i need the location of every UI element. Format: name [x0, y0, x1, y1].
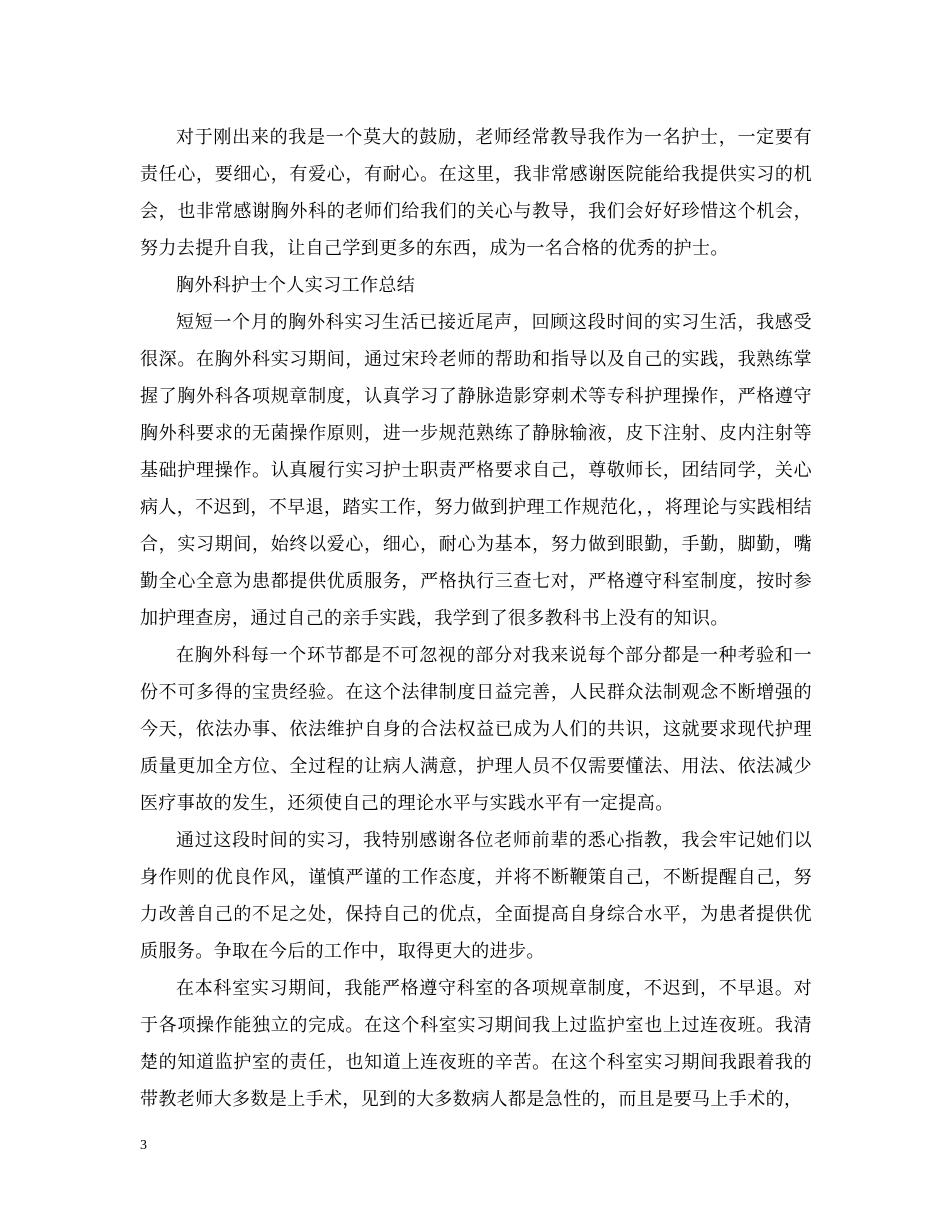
section-title: 胸外科护士个人实习工作总结 — [176, 275, 416, 296]
page-number: 3 — [140, 1138, 147, 1153]
paragraph-encouragement: 对于刚出来的我是一个莫大的鼓励，老师经常教导我作为一名护士，一定要有责任心，要细心，有爱心，有耐心。在这里，我非常感谢医院能给我提供实习的机会，也非常感谢胸外科的老师们给我们的关心与教导，我们会好好珍惜这个机会，努力去提升自我，让自己学到更多的东西，成为一名合格的优秀的护士。 — [140, 127, 812, 259]
paragraph-experience: 在胸外科每一个环节都是不可忽视的部分对我来说每个部分都是一种考验和一份不可多得的宝贵经验。在这个法律制度日益完善，人民群众法制观念不断增强的今天，依法办事、依法维护自身的合法权益已成为人们的共识，这就要求现代护理质量更加全方位、全过程的让病人满意，护理人员不仅需要懂法、用法、依法减少医疗事故的发生，还须使自己的理论水平与实践水平有一定提高。 — [140, 645, 812, 814]
paragraph-gratitude: 通过这段时间的实习，我特别感谢各位老师前辈的悉心指教，我会牢记她们以身作则的优良作风，谨慎严谨的工作态度，并将不断鞭策自己，不断提醒自己，努力改善自己的不足之处，保持自己的优点，全面提高自身综合水平，为患者提供优质服务。争取在今后的工作中，取得更大的进步。 — [140, 830, 812, 962]
paragraph-internship-summary: 短短一个月的胸外科实习生活已接近尾声，回顾这段时间的实习生活，我感受很深。在胸外科实习期间，通过宋玲老师的帮助和指导以及自己的实践，我熟练掌握了胸外科各项规章制度，认真学习了静脉造影穿刺术等专科护理操作，严格遵守胸外科要求的无菌操作原则，进一步规范熟练了静脉输液，皮下注射、皮内注射等基础护理操作。认真履行实习护士职责严格要求自己，尊敬师长，团结同学，关心病人，不迟到，不早退，踏实工作，努力做到护理工作规范化，，将理论与实践相结合，实习期间，始终以爱心，细心，耐心为基本，努力做到眼勤，手勤，脚勤，嘴勤全心全意为患都提供优质服务，严格执行三查七对，严格遵守科室制度，按时参加护理查房，通过自己的亲手实践，我学到了很多教科书上没有的知识。 — [140, 312, 812, 629]
document-body — [140, 119, 812, 1118]
paragraph-department-practice: 在本科室实习期间，我能严格遵守科室的各项规章制度，不迟到，不早退。对于各项操作能独立的完成。在这个科室实习期间我上过监护室也上过连夜班。我清楚的知道监护室的责任，也知道上连夜班的辛苦。在这个科室实习期间我跟着我的带教老师大多数是上手术，见到的大多数病人都是急性的，而且是要马上手术的， — [140, 978, 812, 1110]
